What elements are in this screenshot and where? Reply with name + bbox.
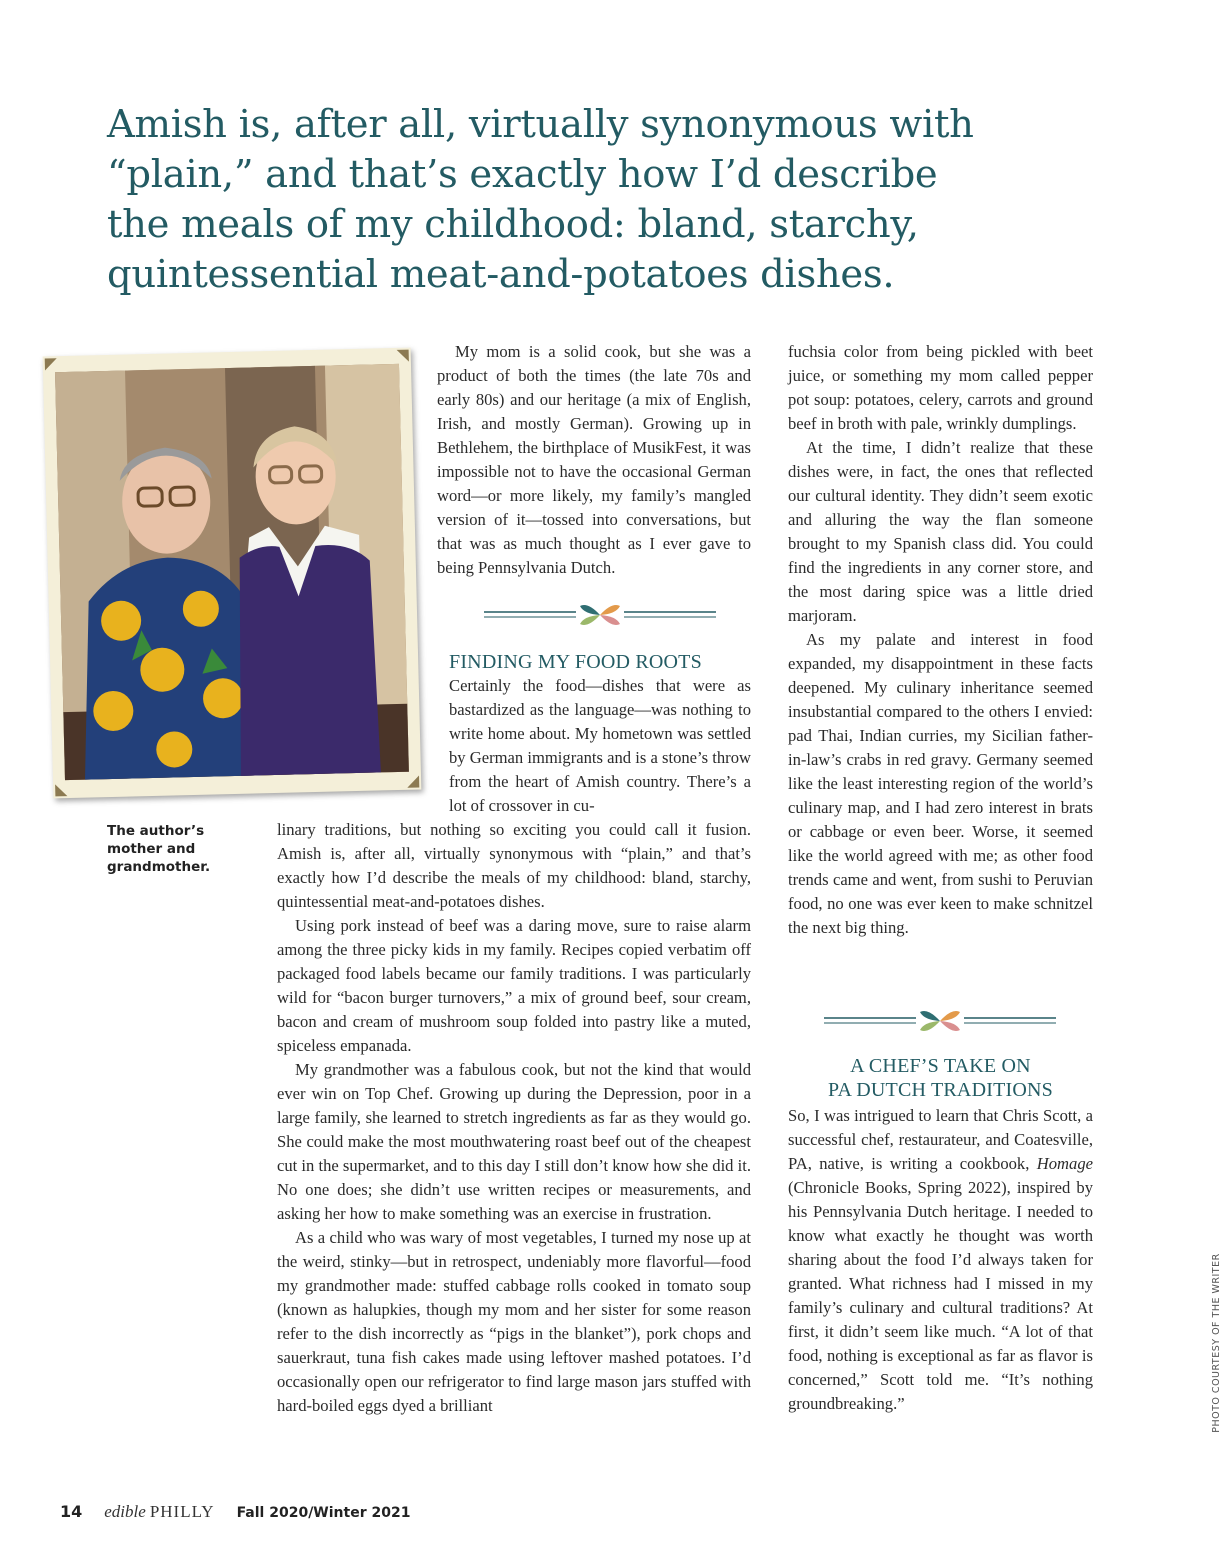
- paragraph: [788, 1104, 1093, 1416]
- pull-quote-line: the meals of my childhood: bland, starchy,: [107, 202, 919, 247]
- paragraph-text: (Chronicle Books, Spring 2022), inspired by his Pennsylvania Dutch heritage. I needed to know what exactly he thought was worth sharing about the food I’d always taken for granted. What richness had I missed in my family’s culinary and cultural traditions? At first, it didn’t seem like much. “A lot of that food, nothing is exceptional as far as flavor is concerned,” Scott told me. “It’s nothing groundbreaking.”: [788, 1178, 1093, 1413]
- pull-quote: [107, 100, 1067, 300]
- section-heading-line: PA DUTCH TRADITIONS: [828, 1079, 1053, 1101]
- section-heading-line: A CHEF’S TAKE ON: [850, 1055, 1031, 1077]
- family-photo-illustration: [55, 364, 409, 780]
- article-column: [437, 340, 751, 580]
- pull-quote-line: “plain,” and that’s exactly how I’d describe: [107, 152, 938, 197]
- brand-philly: PHILLY: [149, 1502, 215, 1521]
- paragraph: As my palate and interest in food expanded, my disappointment in these facts deepened. My culinary inheritance seemed insubstantial compared to the others I envied: pad Thai, Indian curries, my Sicilian father-in-law’s crabs in red gravy. Germany seemed like the least interesting region of the world’s culinary map, and I had zero interest in brats or cabbage or even beer. Worse, it seemed like the world agreed with me; as other food trends came and went, from sushi to Peruvian food, no one was ever keen to make schnitzel the next big thing.: [788, 630, 1093, 937]
- article-column: [788, 340, 1093, 940]
- family-photo: [55, 364, 409, 780]
- pull-quote-line: quintessential meat-and-potatoes dishes.: [107, 252, 895, 297]
- paragraph-text: So, I was intrigued to learn that Chris Scott, a successful chef, restaurateur, and Coatesville, PA, native, is writing a cookbook,: [788, 1106, 1093, 1173]
- article-column: [449, 674, 751, 818]
- issue-date: Fall 2020/Winter 2021: [236, 1505, 411, 1521]
- section-heading: [788, 1054, 1093, 1102]
- photo-corner: [407, 775, 419, 787]
- leaf-divider: [824, 1006, 1056, 1036]
- brand-edible: edible: [104, 1502, 146, 1521]
- paragraph: As a child who was wary of most vegetables, I turned my nose up at the weird, stinky—but in retrospect, undeniably more flavorful—food my grandmother made: stuffed cabbage rolls cooked in tomato soup (known as halupkies, though my mom and her sister for some reason refer to the dish incorrectly as “pigs in the blanket”), pork chops and sauerkraut, tuna fish cakes made using leftover mashed potatoes. I’d occasionally open our refrigerator to find large mason jars stuffed with hard-boiled eggs dyed a brilliant: [277, 1228, 751, 1415]
- page-number: 14: [60, 1502, 83, 1521]
- page-footer: [60, 1502, 410, 1526]
- article-column: [788, 1104, 1093, 1416]
- photo-credit: PHOTO COURTESY OF THE WRITER: [1211, 1253, 1222, 1433]
- photo-corner: [397, 350, 409, 362]
- paragraph: My grandmother was a fabulous cook, but not the kind that would ever win on Top Chef. Growing up during the Depression, poor in a large family, she learned to stretch ingredients as far as they would go. She could make the most mouthwatering roast beef out of the cheapest cut in the supermarket, and to this day I still don’t know how she did it. No one does; she didn’t use written recipes or measurements, and asking her how to make something was an exercise in frustration.: [277, 1060, 751, 1223]
- paragraph: At the time, I didn’t realize that these dishes were, in fact, the ones that reflected our cultural identity. They didn’t seem exotic and alluring the way the flan someone brought to my Spanish class did. You could find the ingredients in any corner store, and the most daring spice was a little dried marjoram.: [788, 438, 1093, 625]
- photo-frame: [43, 348, 422, 799]
- leaf-divider: [484, 600, 716, 630]
- paragraph: linary traditions, but nothing so exciting you could call it fusion. Amish is, after all, virtually synonymous with “plain,” and that’s exactly how I’d describe the meals of my childhood: bland, starchy, quintessential meat-and-potatoes dishes.: [277, 820, 751, 911]
- paragraph: fuchsia color from being pickled with beet juice, or something my mom called pepper pot soup: potatoes, celery, carrots and ground beef in broth with pale, wrinkly dumplings.: [788, 342, 1093, 433]
- paragraph: Certainly the food—dishes that were as bastardized as the language—was nothing to write home about. My hometown was settled by German immigrants and is a stone’s throw from the heart of Amish country. There’s a lot of crossover in cu-: [449, 676, 751, 815]
- pull-quote-line: Amish is, after all, virtually synonymous with: [107, 102, 974, 147]
- section-heading: FINDING MY FOOD ROOTS: [449, 651, 702, 673]
- photo-corner: [55, 784, 67, 796]
- book-title: Homage: [1036, 1154, 1093, 1173]
- photo-corner: [45, 358, 57, 370]
- paragraph: Using pork instead of beef was a daring move, sure to raise alarm among the three picky kids in my family. Recipes copied verbatim off packaged food labels became our family traditions. I was particularly wild for “bacon burger turnovers,” a mix of ground beef, sour cream, bacon and cream of mushroom soup folded into pastry like a muted, spiceless empanada.: [277, 916, 751, 1055]
- paragraph: My mom is a solid cook, but she was a product of both the times (the late 70s and early 80s) and our heritage (a mix of English, Irish, and mostly German). Growing up in Bethlehem, the birthplace of MusikFest, it was impossible not to have the occasional German word—or more likely, my family’s mangled version of it—tossed into conversations, but that was as much thought as I ever gave to being Pennsylvania Dutch.: [437, 342, 751, 577]
- article-column: [277, 818, 751, 1418]
- photo-caption: The author’s mother and grandmother.: [107, 823, 211, 875]
